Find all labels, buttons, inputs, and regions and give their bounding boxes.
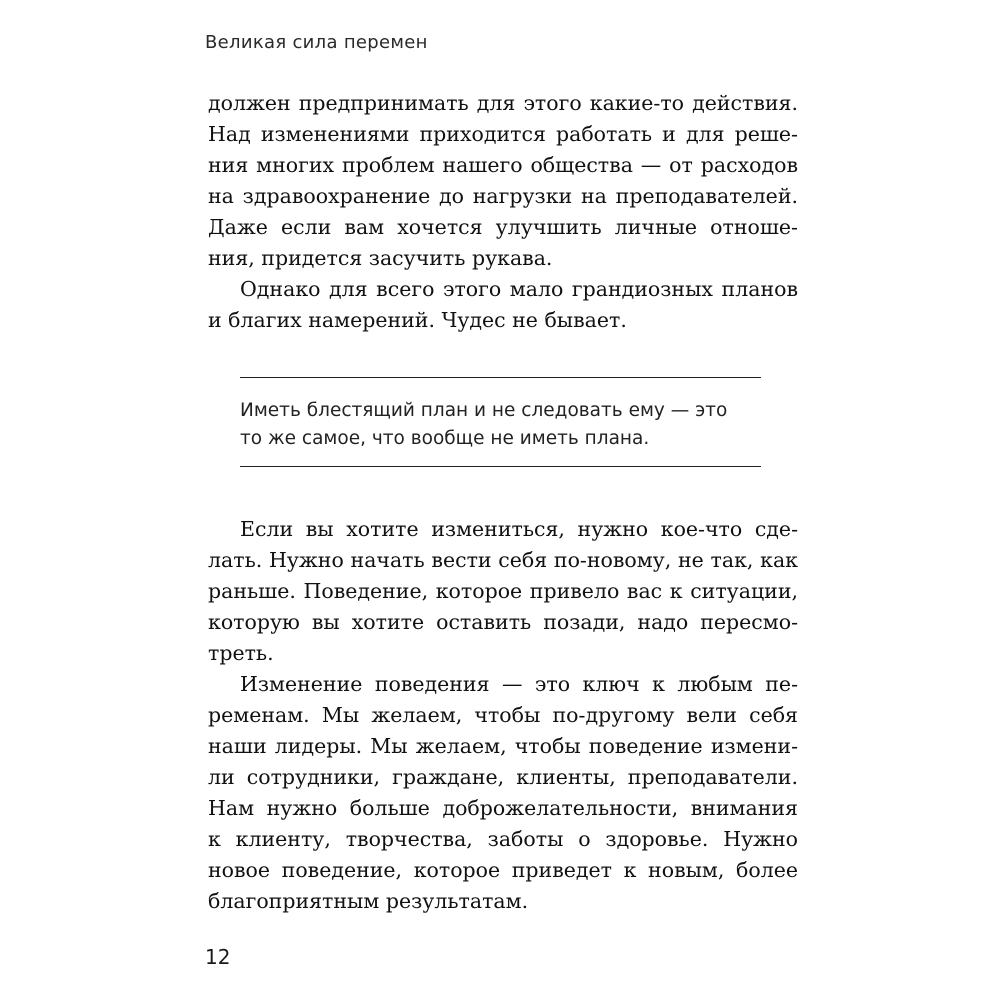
text-line: ния, придется засучить рукава.: [208, 246, 553, 270]
text-line: благоприятным результатам.: [208, 889, 529, 913]
quote-line: Иметь блестящий план и не следовать ему — это: [240, 400, 728, 421]
text-line: треть.: [208, 641, 274, 665]
text-line: Если вы хотите измениться, нужно кое-что сде-: [240, 517, 798, 541]
text-line: новое поведение, которое приведет к новым, более: [208, 858, 798, 882]
text-line: лать. Нужно начать вести себя по-новому, не так, как: [208, 548, 798, 572]
text-line: Нам нужно больше доброжелательности, внимания: [208, 796, 798, 820]
text-line: должен предпринимать для этого какие-то действия.: [208, 91, 798, 115]
pull-quote: [240, 397, 770, 453]
text-line: Однако для всего этого мало грандиозных планов: [240, 277, 798, 301]
text-line: к клиенту, творчества, заботы о здоровье. Нужно: [208, 827, 798, 851]
text-line: наши лидеры. Мы желаем, чтобы поведение измени-: [208, 734, 798, 758]
text-line: ния многих проблем нашего общества — от расходов: [208, 153, 798, 177]
text-line: раньше. Поведение, которое привело вас к ситуации,: [208, 579, 798, 603]
text-line: на здравоохранение до нагрузки на преподавателей.: [208, 184, 798, 208]
text-line: Даже если вам хочется улучшить личные отноше-: [208, 215, 798, 239]
text-line: ременам. Мы желаем, чтобы по-другому вели себя: [208, 703, 798, 727]
page-number: 12: [205, 945, 231, 969]
text-line: ли сотрудники, граждане, клиенты, преподаватели.: [208, 765, 798, 789]
quote-bottom-rule: [240, 466, 761, 467]
text-line: Изменение поведения — это ключ к любым пе-: [240, 672, 798, 696]
body-text-block-bottom: [208, 514, 798, 917]
quote-top-rule: [240, 377, 761, 378]
body-text-block-top: [208, 88, 798, 336]
quote-line: то же самое, что вообще не иметь плана.: [240, 428, 650, 449]
text-line: которую вы хотите оставить позади, надо пересмо-: [208, 610, 798, 634]
text-line: и благих намерений. Чудес не бывает.: [208, 308, 627, 332]
running-head: Великая сила перемен: [205, 32, 428, 53]
text-line: Над изменениями приходится работать и для реше-: [208, 122, 798, 146]
